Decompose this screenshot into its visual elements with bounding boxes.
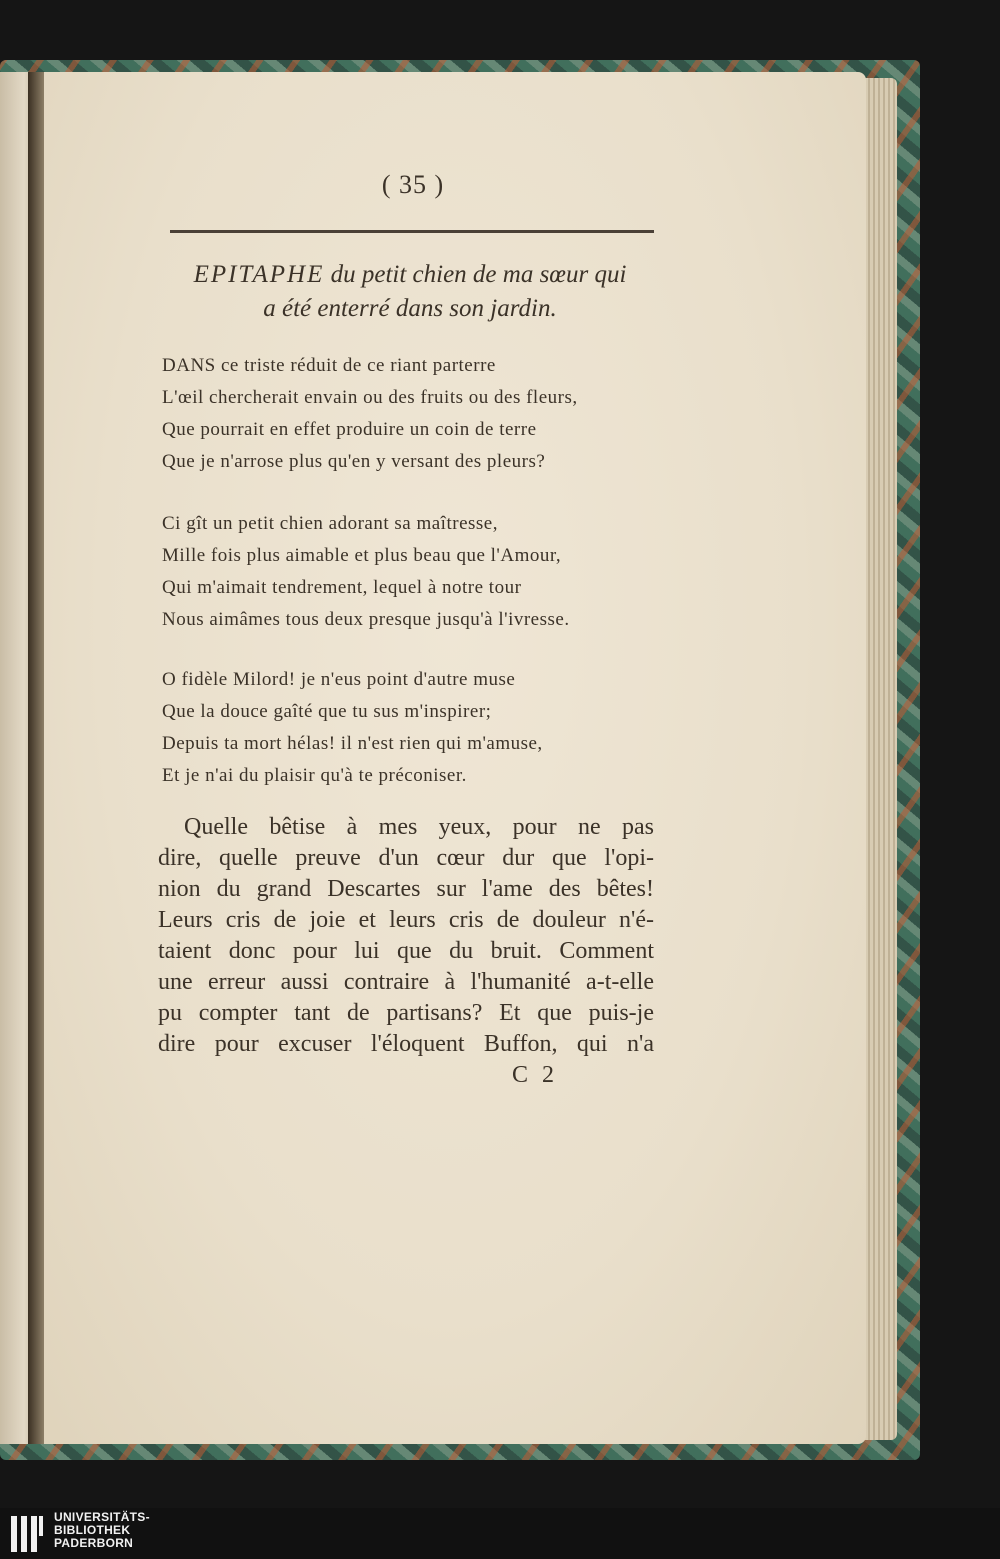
prose-line: Leurs cris de joie et leurs cris de douleur n'é- (158, 907, 654, 933)
epitaph-title (160, 258, 660, 326)
library-name-line3: PADERBORN (54, 1536, 134, 1550)
library-name (54, 1511, 150, 1550)
title-line2: a été enterré dans son jardin. (263, 295, 557, 322)
prose-line: Quelle bêtise à mes yeux, pour ne pas (184, 814, 654, 840)
verse-line: Que je n'arrose plus qu'en y versant des pleurs? (162, 451, 546, 472)
header-rule (170, 230, 654, 233)
verse-line: Et je n'ai du plaisir qu'à te préconiser. (162, 765, 467, 786)
library-logo-icon (8, 1512, 46, 1556)
prose-line: dire pour excuser l'éloquent Buffon, qui n'a (158, 1031, 654, 1057)
signature-mark: C 2 (511, 1062, 558, 1088)
verse-line: L'œil chercherait envain ou des fruits ou des fleurs, (162, 387, 578, 408)
prose-line: pu compter tant de partisans? Et que puis-je (158, 1000, 654, 1026)
verse-line: Que la douce gaîté que tu sus m'inspirer; (162, 701, 492, 722)
stanza-1 (162, 350, 662, 478)
title-caps: EPITAPHE (193, 261, 325, 288)
library-name-line1: UNIVERSITÄTS- (54, 1510, 150, 1524)
title-line1-rest: du petit chien de ma sœur qui (324, 261, 627, 288)
verse-line: O fidèle Milord! je n'eus point d'autre muse (162, 669, 516, 690)
prose-line: une erreur aussi contraire à l'humanité a-t-elle (158, 969, 654, 995)
page-number: ( 35 ) (381, 170, 445, 199)
page-gutter (28, 72, 44, 1444)
prose-line: nion du grand Descartes sur l'ame des bêtes! (158, 876, 654, 902)
stanza-2 (162, 508, 662, 636)
verse-line: Nous aimâmes tous deux presque jusqu'à l'ivresse. (162, 609, 570, 630)
prose-paragraph (158, 812, 654, 1060)
prose-line: dire, quelle preuve d'un cœur dur que l'opi- (158, 845, 654, 871)
verse-line: Ci gît un petit chien adorant sa maîtresse, (162, 513, 498, 534)
library-footer (0, 1508, 1000, 1559)
prose-line: taient donc pour lui que du bruit. Comment (158, 938, 654, 964)
verse-line: Que pourrait en effet produire un coin de terre (162, 419, 537, 440)
library-name-line2: BIBLIOTHEK (54, 1523, 131, 1537)
verse-line: Depuis ta mort hélas! il n'est rien qui m'amuse, (162, 733, 543, 754)
stanza-3 (162, 664, 662, 792)
verse-line: Mille fois plus aimable et plus beau que l'Amour, (162, 545, 562, 566)
verse-line: Qui m'aimait tendrement, lequel à notre tour (162, 577, 522, 598)
verse-line: DANS ce triste réduit de ce riant parterre (162, 355, 496, 376)
